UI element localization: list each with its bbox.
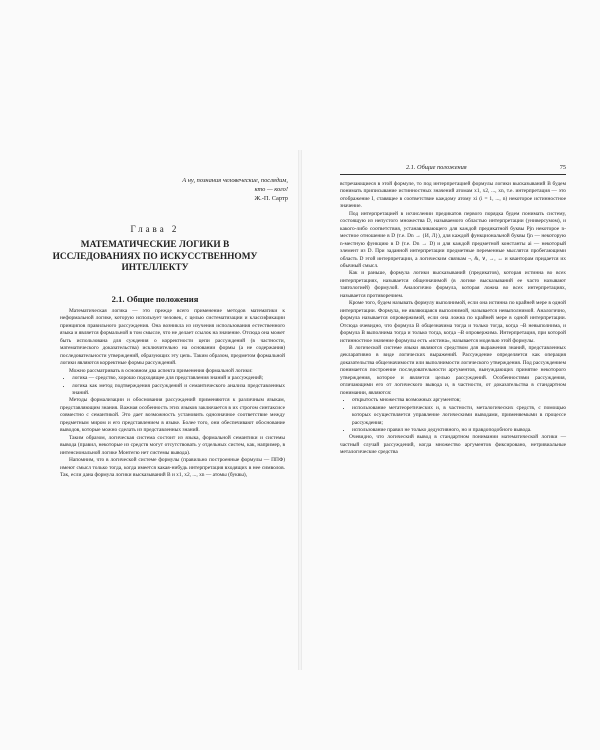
bullet-item: • открытость множества возможных аргументов; <box>352 397 566 404</box>
bullet-list <box>60 375 285 397</box>
paragraph: Очевидно, что логический вывод в стандартном понимании математической логики — частный случай рассуждений, когда множество аргументов фиксировано, нетривиальные металогические средства <box>340 434 566 456</box>
paragraph: Как и раньше, формула логики высказываний (предикатов), которая истинна во всех интерпретациях, называется общезначимой (в логике высказываний ее часто называют тавтологией) формулой. Аналогично формула, которая ложна во всех интерпретациях, называется противоречием. <box>340 270 566 299</box>
paragraph: Напомним, что в логической системе формулы (правильно построенные формулы — ППФ) имеют смысл только тогда, когда имеется какая-нибудь интерпретация входящих в нее символов. Так, если дана формула логики высказываний B и x1, x2, ..., xn — атомы (буквы), <box>60 457 285 478</box>
epigraph-quote: А ну, познания человеческие, послядим, кто — кого! <box>182 177 288 193</box>
bullet-item: • логика — средство, хорошо подходящее для представления знаний и рассуждений; <box>72 375 285 382</box>
bullet-item: • логика как метод подтверждения рассуждений и семантического анализа представленных знаний. <box>72 383 285 398</box>
paragraph: Можно рассматривать в основном два аспекта применения формальной логики: <box>69 367 253 374</box>
bullet-item: • использование метатеоретических и, в частности, металогических средств, с помощью которых осуществляется управление логическими выводами, применяемыми в процессе рассуждения; <box>352 405 566 427</box>
chapter-title: МАТЕМАТИЧЕСКИЕ ЛОГИКИ В ИССЛЕДОВАНИЯХ ПО ИСКУССТВЕННОМУ ИНТЕЛЛЕКТУ <box>52 240 258 273</box>
bullet-item: • использование правил не только дедуктивного, но и правдоподобного вывода. <box>352 427 566 434</box>
chapter-label: Глава 2 <box>130 224 180 234</box>
running-head-title: 2.1. Общие положения <box>406 164 467 171</box>
right-page-body <box>340 181 566 457</box>
paragraph: встречающиеся в этой формуле, то под интерпретацией формулы логики высказываний B будем понимать приписывание истинностных значений атомам x1, x2, ..., xn, т.е. интерпретация — это отображение I, ставящее в соответствие каждому атому xi (i = 1, ..., n) некоторое истинностное значение. <box>340 181 566 210</box>
epigraph <box>170 176 288 203</box>
paragraph: В логической системе языки являются средством для выражения знаний, представленных декларативно в виде логических выражений. Рассуждение определяется как операция доказательства общезначимости или выполнимости логического утверждения. Под рассуждением понимается построение последовательности аргументов, вынуждающих принятие некоторого утверждения, которое и является целью рассуждений. Особенностями рассуждения, отличающими его от логического вывода и, в частности, от доказательства в стандартном понимании, являются: <box>340 344 566 396</box>
bullet-list <box>340 397 566 434</box>
paragraph: Таким образом, логическая система состоит из языка, формальной семантики и системы вывода (правил, некоторые из средств могут отсутствовать у отдельных систем, как, например, в интенсиональной логике Монтегю нет системы вывода). <box>60 434 285 456</box>
running-head <box>340 163 566 175</box>
section-title: 2.1. Общие положения <box>111 294 199 304</box>
page-number: 75 <box>559 164 566 171</box>
left-page-body <box>60 308 285 479</box>
paragraph: Кроме того, будем называть формулу выполнимой, если она истинна по крайней мере в одной интерпретации. Формула, не являющаяся выполнимой, называется невыполнимой. Аналогично, формула называется опровержимой, если она ложна по крайней мере в одной интерпретации. Отсюда очевидно, что формула B общезначима тогда и только тогда, когда ¬B невыполнима, и формула B выполнима тогда и только тогда, когда ¬B опровержима. Интерпретация, при которой истинностное значение формулы есть «истина», называется моделью этой формулы. <box>340 300 566 344</box>
epigraph-author: Ж.-П. Сартр <box>254 195 288 202</box>
paragraph: Методы формализации и обоснования рассуждений применяются к различным языкам, представляющим знания. Важная особенность этих языков заключается в их строгом синтаксисе совместно с семантикой. Это дает возможность установить однозначное соответствие между предметным миром и его представлением в языке. Более того, они обеспечивают обоснование выводов, которые можно сделать из представленных знаний. <box>60 397 285 434</box>
paragraph: Математическая логика — это прежде всего применение методов математики к неформальной логике, которую использует человек, с целью систематизации и классификации принципов правильного рассуждения. Она возникла из изучения использования естественного языка и является формальной в том смысле, что не делает ссылок на значение. Отсюда она может быть использована для суждения о корректности цепи рассуждений (в частности, математического доказательства) исключительно на основании формы (а не содержания) последовательности утверждений, образующих эту цепь. Таким образом, предметом формальной логики являются корректные формы рассуждений. <box>60 308 285 367</box>
paragraph: Под интерпретацией в исчислении предикатов первого порядка будем понимать систему, состоящую из непустого множества D, называемого областью интерпретации (универсумом), и какого-либо соответствия, устанавливающего для каждой предикатной буквы Pjn некоторое n-местное отношение в D (т.е. Dn → {И, Л}), для каждой функциональной буквы fjn — некоторую n-местную функцию в D (т.е. Dn → D) и для каждой предметной константы ai — некоторый элемент из D. При заданной интерпретации предметные переменные мыслятся пробегающими область D этой интерпретации, а логическим связкам ¬, &, ∨, →, ↔ и кванторам придается их обычный смысл. <box>340 210 566 269</box>
